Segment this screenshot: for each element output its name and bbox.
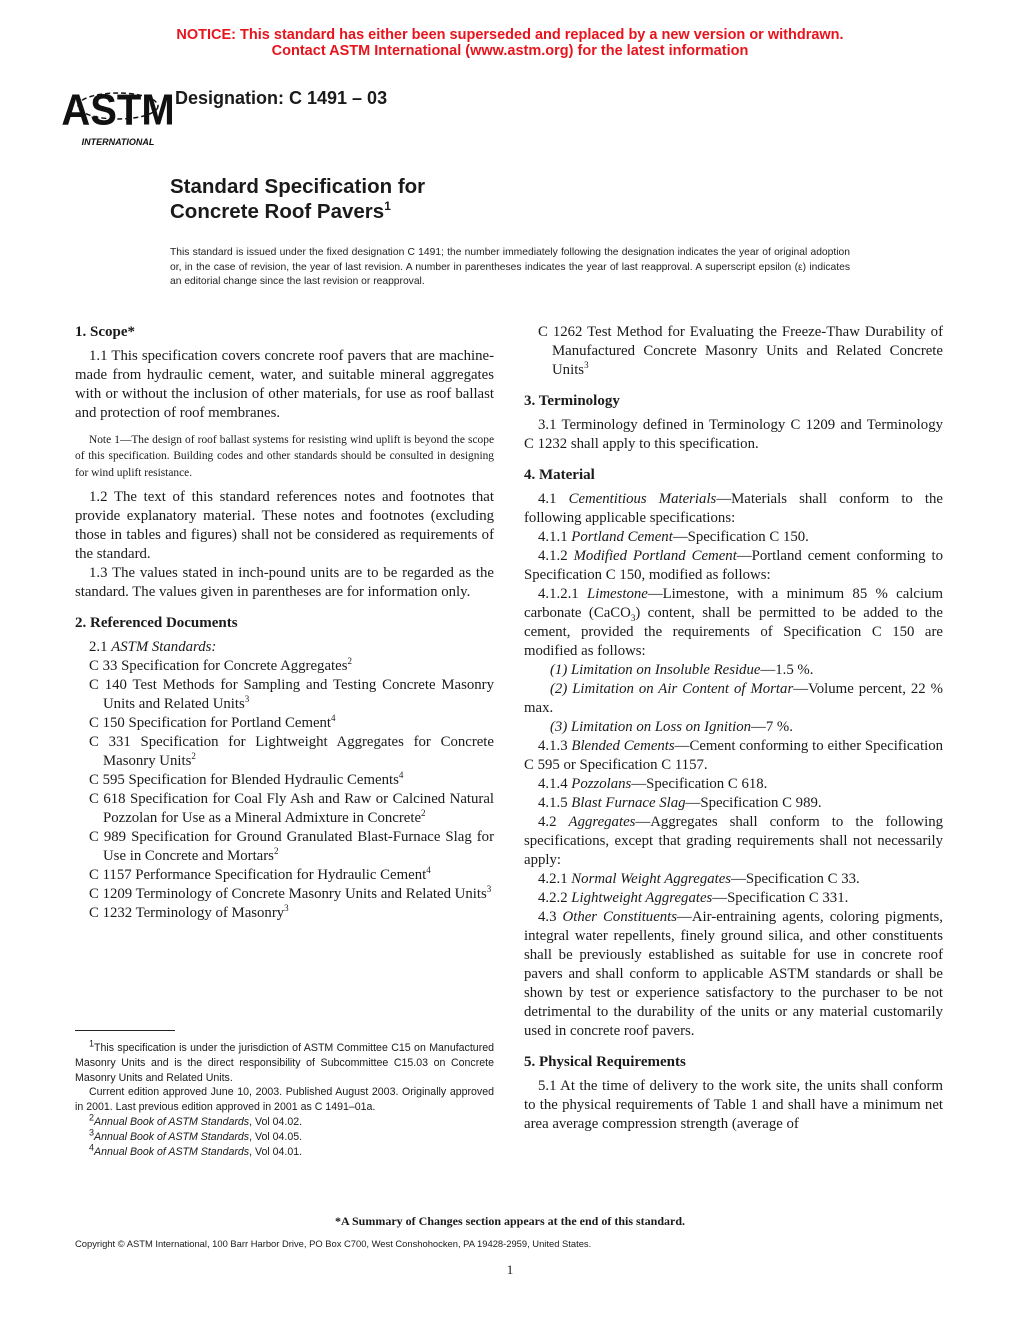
reference-item <box>75 657 494 676</box>
para-term: Blast Furnace Slag <box>571 795 686 811</box>
para-term: (2) Limitation on Air Content of Mortar <box>550 681 794 697</box>
para-term: Lightweight Aggregates <box>571 890 713 906</box>
supersede-notice <box>0 27 1020 59</box>
copyright: Copyright © ASTM International, 100 Barr Harbor Drive, PO Box C700, West Conshohocken, PA 19428-2959, United States. <box>75 1238 592 1249</box>
para-term: Other Constituents <box>562 909 678 925</box>
para-number: 4.1.1 <box>538 529 572 545</box>
para-number: 4.3 <box>538 909 563 925</box>
footnote-ref: 4 <box>398 769 404 780</box>
section-heading: 2. Referenced Documents <box>75 614 238 631</box>
footnote-ref: 1 <box>384 199 391 214</box>
para-text: —Cement conforming to either Specification C 595 or Specification C 1157. <box>524 738 943 773</box>
paragraph: 1.2 The text of this standard references notes and footnotes that provide explanatory material. These notes and footnotes (excluding those in tables and figures) shall not be considered as requirements of the standard. <box>75 488 494 562</box>
footnote-rule <box>75 1030 175 1031</box>
footnote <box>75 1038 494 1085</box>
paragraph <box>524 680 943 718</box>
intro-paragraph: This standard is issued under the fixed designation C 1491; the number immediately following the designation indicates the year of original adoption or, in the case of revision, the year of last revision. A number in parentheses indicates the year of last reapproval. A superscript epsilon (ε) indicates an editorial change since the last revision or reapproval. <box>170 247 850 288</box>
reference-text: C 1232 Terminology of Masonry <box>89 904 285 921</box>
paragraph <box>524 528 943 547</box>
para-number: 4.1.5 <box>538 795 572 811</box>
footnote-text: , Vol 04.05. <box>249 1130 303 1143</box>
notice-line-2: Contact ASTM International (www.astm.org) for the latest information <box>271 43 749 59</box>
footnote-number: 2 <box>89 1112 95 1123</box>
paragraph <box>524 908 943 1041</box>
para-text: —Specification C 331. <box>712 890 849 906</box>
paragraph <box>524 870 943 889</box>
paragraph <box>524 585 943 661</box>
reference-item <box>524 323 943 380</box>
para-term: (3) Limitation on Loss on Ignition <box>550 719 752 735</box>
summary-note: *A Summary of Changes section appears at the end of this standard. <box>334 1214 686 1228</box>
reference-item <box>75 885 494 904</box>
footnote <box>75 1112 494 1130</box>
footnote <box>75 1127 494 1145</box>
svg-text:INTERNATIONAL: INTERNATIONAL <box>81 137 155 147</box>
astm-logo <box>61 76 175 148</box>
para-text: —Portland cement conforming to Specification C 150, modified as follows: <box>524 548 943 583</box>
para-text: —7 %. <box>751 719 793 735</box>
footnote-text: , Vol 04.02. <box>249 1115 303 1128</box>
reference-text: C 331 Specification for Lightweight Aggregates for Concrete Masonry Units <box>89 733 494 769</box>
para-number: 4.2.1 <box>538 871 572 887</box>
para-term: ASTM Standards: <box>111 638 217 655</box>
footnote-ref: 3 <box>584 360 589 371</box>
page-number: 1 <box>506 1262 514 1277</box>
title-line-1: Standard Specification for <box>170 175 426 198</box>
para-number: 4.1.2.1 <box>538 586 587 602</box>
paragraph <box>524 547 943 585</box>
footnote <box>75 1142 494 1160</box>
designation: Designation: C 1491 – 03 <box>175 88 388 108</box>
para-text: —Volume percent, 22 % max. <box>524 681 943 716</box>
para-number: 4.1.4 <box>538 776 572 792</box>
paragraph: 5.1 At the time of delivery to the work site, the units shall conform to the physical requirements of Table 1 and shall have a minimum net area average compression strength (average of <box>524 1078 943 1132</box>
reference-text: C 140 Test Methods for Sampling and Testing Concrete Masonry Units and Related Units <box>89 676 494 712</box>
section-heading: 1. Scope* <box>75 324 135 340</box>
para-text: —Aggregates shall conform to the following specifications, except that grading requirements shall not necessarily apply: <box>524 814 943 868</box>
book-title: Annual Book of ASTM Standards <box>94 1115 250 1128</box>
para-text: ) content, shall be permitted to be added to the cement, provided the requirements of Specification C 150 are modified as follows: <box>524 605 943 659</box>
para-text: —Specification C 989. <box>685 795 822 811</box>
para-term: Limestone <box>587 586 648 602</box>
para-number: 4.1 <box>538 491 569 507</box>
reference-item <box>75 733 494 771</box>
document-title <box>170 174 425 224</box>
paragraph <box>524 490 943 528</box>
reference-text: C 1209 Terminology of Concrete Masonry Units and Related Units <box>89 885 487 902</box>
svg-text:ASTM: ASTM <box>61 84 175 134</box>
paragraph <box>524 794 943 813</box>
para-text: —Limestone, with a minimum 85 % calcium carbonate (CaCO <box>524 586 943 621</box>
reference-text: C 618 Specification for Coal Fly Ash and Raw or Calcined Natural Pozzolan for Use as a Mineral Admixture in Concrete <box>89 790 494 826</box>
footnote-ref: 3 <box>486 883 492 894</box>
para-text: —Specification C 150. <box>672 529 809 545</box>
footnote-text: This specification is under the jurisdiction of ASTM Committee C15 on Manufactured Masonry Units and is the direct responsibility of Subcommittee C15.03 on Concrete Masonry Units and Related Units. <box>75 1042 494 1084</box>
para-term: (1) Limitation on Insoluble Residue <box>550 662 761 678</box>
reference-item <box>75 904 494 923</box>
para-number: 4.1.2 <box>538 548 574 564</box>
reference-text: C 33 Specification for Concrete Aggregates <box>89 657 348 674</box>
para-text: —Air-entraining agents, coloring pigments, integral water repellents, finely ground silica, and other constituents shall be previously established as suitable for use in concrete roof pavers and shall conform to applicable ASTM standards or shall be shown by test or experience satisfactory to the purchaser to be not detrimental to the durability of the units or any material customarily used in concrete roof pavers. <box>524 909 943 1039</box>
para-text: —Specification C 618. <box>631 776 768 792</box>
footnote-ref: 2 <box>421 807 426 818</box>
footnote-number: 4 <box>89 1142 95 1153</box>
paragraph <box>75 638 494 657</box>
footnote-ref: 2 <box>347 655 352 666</box>
para-term: Portland Cement <box>571 529 673 545</box>
reference-item <box>75 790 494 828</box>
paragraph <box>524 889 943 908</box>
paragraph <box>524 737 943 775</box>
reference-item <box>75 866 494 885</box>
reference-text: C 1262 Test Method for Evaluating the Freeze-Thaw Durability of Manufactured Concrete Masonry Units and Related Concrete Units <box>538 324 943 378</box>
footnote-ref: 3 <box>284 902 289 913</box>
paragraph: 1.3 The values stated in inch-pound units are to be regarded as the standard. The values given in parentheses are for information only. <box>75 564 494 600</box>
title-line-2 <box>170 199 425 224</box>
subscript: 3 <box>630 612 636 623</box>
title-text: Concrete Roof Pavers <box>170 200 385 223</box>
paragraph: 1.1 This specification covers concrete roof pavers that are machine-made from hydraulic cement, water, and suitable mineral aggregates with or without the inclusion of other materials, for use as roof ballast and protection of roof membranes. <box>75 348 494 421</box>
paragraph <box>524 813 943 870</box>
right-column <box>524 323 943 1134</box>
reference-text: C 150 Specification for Portland Cement <box>89 714 332 731</box>
reference-item <box>75 714 494 733</box>
paragraph <box>524 661 943 680</box>
reference-text: C 989 Specification for Ground Granulated Blast-Furnace Slag for Use in Concrete and Mortars <box>89 828 494 864</box>
para-term: Modified Portland Cement <box>573 548 737 564</box>
paragraph: 3.1 Terminology defined in Terminology C 1209 and Terminology C 1232 shall apply to this specification. <box>524 417 943 452</box>
section-heading: 5. Physical Requirements <box>524 1054 686 1070</box>
para-term: Aggregates <box>568 814 636 830</box>
paragraph <box>524 775 943 794</box>
para-text: —Materials shall conform to the following applicable specifications: <box>524 491 943 526</box>
footnote-ref: 3 <box>244 693 250 704</box>
para-text: —Specification C 33. <box>731 871 860 887</box>
para-number: 4.2 <box>538 814 569 830</box>
reference-text: C 595 Specification for Blended Hydraulic Cements <box>89 771 399 788</box>
footnote-number: 1 <box>89 1038 95 1049</box>
footnote-ref: 2 <box>191 750 196 761</box>
paragraph <box>524 718 943 737</box>
footnote-ref: 2 <box>273 845 279 856</box>
para-term: Cementitious Materials <box>568 491 717 507</box>
para-text: —1.5 %. <box>760 662 814 678</box>
section-heading: 4. Material <box>524 467 595 483</box>
para-term: Pozzolans <box>571 776 632 792</box>
section-heading: 3. Terminology <box>524 393 620 409</box>
left-column <box>75 323 494 923</box>
footnotes <box>75 1038 494 1159</box>
book-title: Annual Book of ASTM Standards <box>94 1145 250 1158</box>
reference-text: C 1157 Performance Specification for Hydraulic Cement <box>89 866 427 883</box>
footnote-text: , Vol 04.01. <box>249 1145 303 1158</box>
footnote-ref: 4 <box>331 712 336 723</box>
book-title: Annual Book of ASTM Standards <box>94 1130 250 1143</box>
reference-item <box>75 771 494 790</box>
para-term: Blended Cements <box>571 738 675 754</box>
reference-item <box>75 828 494 866</box>
para-number: 4.1.3 <box>538 738 572 754</box>
footnote-number: 3 <box>89 1127 95 1138</box>
footnote-ref: 4 <box>426 864 431 875</box>
para-number: 2.1 <box>89 638 112 655</box>
para-term: Normal Weight Aggregates <box>571 871 732 887</box>
reference-item <box>75 676 494 714</box>
notice-line-1: NOTICE: This standard has either been superseded and replaced by a new version or withdrawn. <box>176 27 844 43</box>
para-number: 4.2.2 <box>538 890 572 906</box>
note: Note 1—The design of roof ballast systems for resisting wind uplift is beyond the scope of this specification. Building codes and other standards should be consulted in designing for wind uplift resistance. <box>75 434 494 479</box>
footnote: Current edition approved June 10, 2003. Published August 2003. Originally approved in 2001. Last previous edition approved in 2001 as C 1491–01a. <box>75 1086 494 1114</box>
